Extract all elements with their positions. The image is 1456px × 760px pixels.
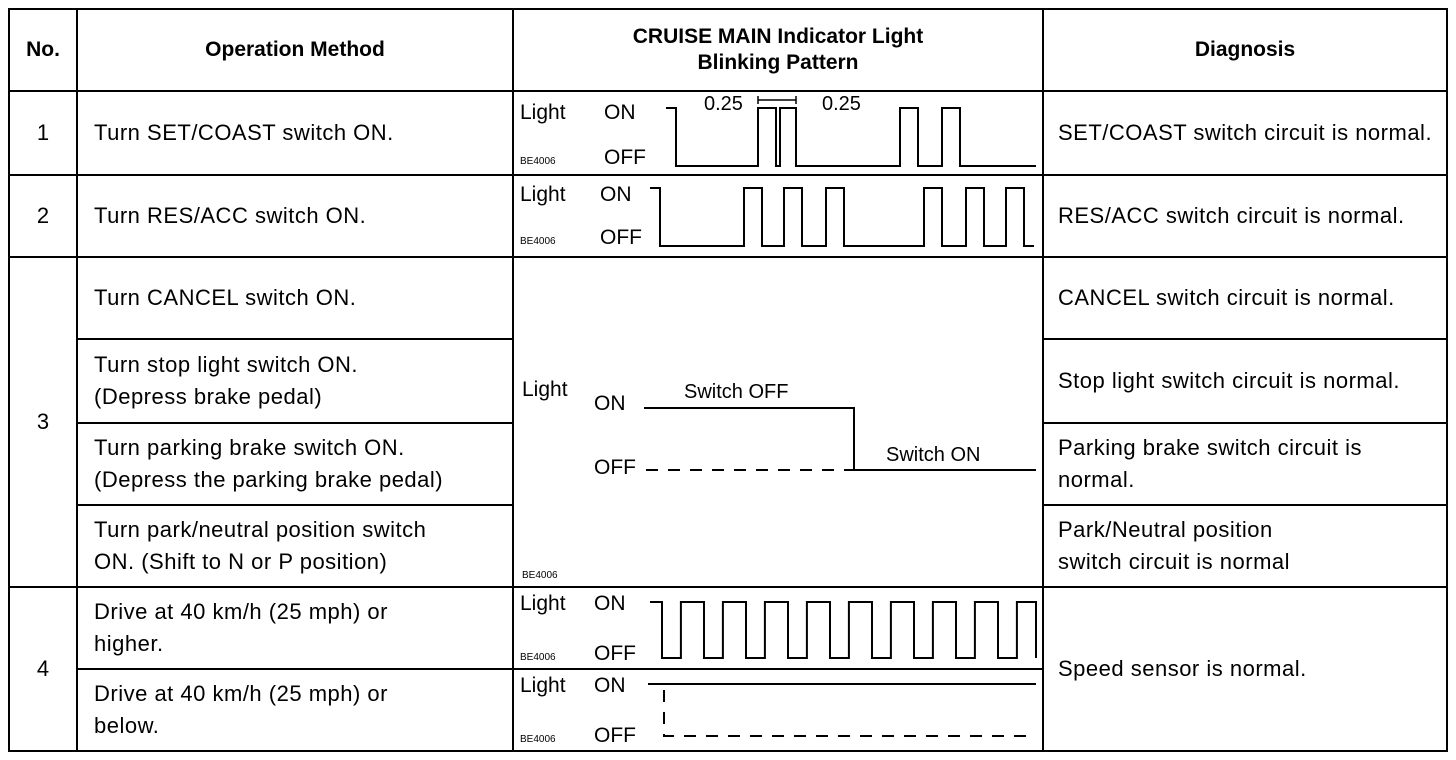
diagnosis-table: [8, 8, 1448, 752]
header-pattern-line1: CRUISE MAIN Indicator Light: [632, 25, 924, 48]
blink-pattern-2: [513, 175, 1043, 257]
header-diagnosis: Diagnosis: [1043, 9, 1447, 91]
table-row-3a: [9, 257, 1447, 339]
blink-diagram-2: [514, 176, 1044, 256]
figure-code: BE4006: [522, 570, 558, 581]
operation-method: Turn SET/COAST switch ON.: [77, 91, 513, 175]
figure-code: BE4006: [520, 734, 556, 745]
on-label: ON: [594, 392, 626, 415]
row-number: 3: [9, 257, 77, 587]
diagnosis: Speed sensor is normal.: [1043, 587, 1447, 751]
operation-method: [77, 587, 513, 669]
operation-line: (Depress the parking brake pedal): [94, 467, 444, 492]
operation-line: Turn stop light switch ON.: [94, 352, 359, 377]
operation-line: Turn park/neutral position switch: [94, 517, 427, 542]
row-number: 1: [9, 91, 77, 175]
operation-line: higher.: [94, 631, 164, 656]
table-row-1: [9, 91, 1447, 175]
operation-line: Turn parking brake switch ON.: [94, 435, 405, 460]
header-no: No.: [9, 9, 77, 91]
light-label: Light: [520, 674, 566, 697]
waveform-2: [650, 188, 1034, 246]
operation-method: [77, 339, 513, 423]
on-label: ON: [594, 592, 626, 615]
on-label: ON: [604, 101, 636, 124]
blink-pattern-1: [513, 91, 1043, 175]
operation-method: Turn RES/ACC switch ON.: [77, 175, 513, 257]
timing-dimension: [758, 96, 796, 104]
operation-line: (Depress brake pedal): [94, 384, 323, 409]
diagnosis: Parking brake switch circuit is normal.: [1043, 423, 1447, 505]
operation-line: below.: [94, 713, 160, 738]
table-row-4a: [9, 587, 1447, 669]
timing-label-right: 0.25: [822, 93, 861, 115]
header-pattern: [513, 9, 1043, 91]
operation-method: [77, 669, 513, 751]
diagnosis: RES/ACC switch circuit is normal.: [1043, 175, 1447, 257]
operation-line: Drive at 40 km/h (25 mph) or: [94, 599, 388, 624]
waveform-4b-off-dashed: [664, 690, 1036, 736]
operation-method: [77, 423, 513, 505]
switch-off-label: Switch OFF: [684, 381, 789, 403]
header-row: [9, 9, 1447, 91]
figure-code: BE4006: [520, 236, 556, 247]
blink-pattern-3: [513, 257, 1043, 587]
blink-diagram-3: [514, 258, 1044, 586]
light-label: Light: [522, 378, 568, 401]
diagnosis-line: switch circuit is normal: [1058, 549, 1291, 574]
switch-on-label: Switch ON: [886, 444, 981, 466]
off-label: OFF: [600, 226, 642, 249]
blink-diagram-1: [514, 92, 1044, 174]
off-label: OFF: [594, 642, 636, 665]
blink-diagram-4b: [514, 670, 1044, 750]
header-operation: Operation Method: [77, 9, 513, 91]
header-pattern-line2: Blinking Pattern: [697, 51, 859, 74]
diagnosis-line: Park/Neutral position: [1058, 517, 1273, 542]
off-label: OFF: [594, 724, 636, 747]
light-label: Light: [520, 592, 566, 615]
off-label: OFF: [604, 146, 646, 169]
waveform-1: [666, 108, 1036, 166]
row-number: 4: [9, 587, 77, 751]
blink-pattern-4a: [513, 587, 1043, 669]
diagnosis: SET/COAST switch circuit is normal.: [1043, 91, 1447, 175]
figure-code: BE4006: [520, 156, 556, 167]
blink-pattern-4b: [513, 669, 1043, 751]
operation-method: [77, 505, 513, 587]
on-label: ON: [594, 674, 626, 697]
operation-method: Turn CANCEL switch ON.: [77, 257, 513, 339]
table-row-2: [9, 175, 1447, 257]
row-number: 2: [9, 175, 77, 257]
timing-label-left: 0.25: [704, 93, 743, 115]
figure-code: BE4006: [520, 652, 556, 663]
operation-line: Drive at 40 km/h (25 mph) or: [94, 681, 388, 706]
blink-diagram-4a: [514, 588, 1044, 668]
off-label: OFF: [594, 456, 636, 479]
operation-line: ON. (Shift to N or P position): [94, 549, 388, 574]
diagnosis: CANCEL switch circuit is normal.: [1043, 257, 1447, 339]
waveform-4a: [650, 602, 1036, 658]
light-label: Light: [520, 101, 566, 124]
on-label: ON: [600, 183, 632, 206]
light-label: Light: [520, 183, 566, 206]
diagnosis: Stop light switch circuit is normal.: [1043, 339, 1447, 423]
diagnosis: [1043, 505, 1447, 587]
